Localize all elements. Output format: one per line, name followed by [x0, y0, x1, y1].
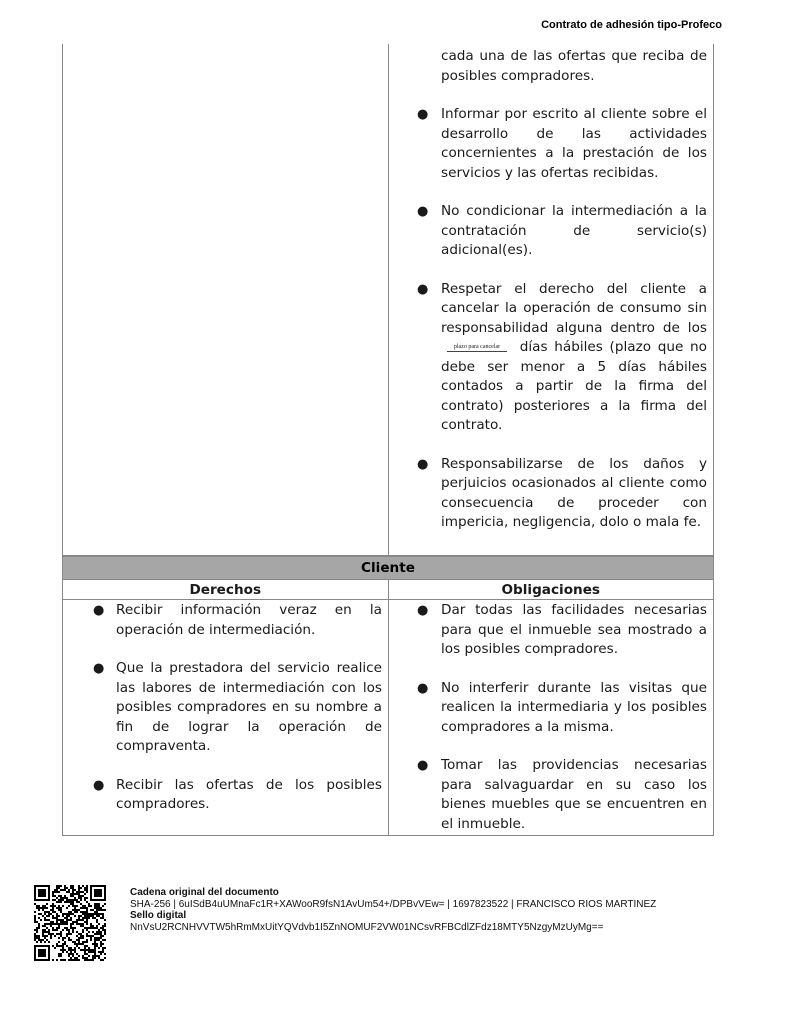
bullet-icon: ●	[417, 107, 429, 122]
cliente-column-headers	[62, 580, 714, 600]
cliente-section-header: Cliente	[62, 556, 714, 580]
bullet-icon: ●	[93, 661, 105, 676]
cliente-table	[62, 600, 714, 836]
cadena-value: SHA-256 | 6uISdB4uUMnaFc1R+XAWooR9fsN1AvUm54+/DPBvVEw= | 1697823522 | FRANCISCO RIOS MARTINEZ	[130, 898, 657, 910]
list-item: ● Responsabilizarse de los daños y perjuicios ocasionados al cliente como consecuencia de proceder con impericia, negligencia, dolo o mala fe.	[417, 455, 707, 530]
list-item: ● Dar todas las facilidades necesarias para que el inmueble sea mostrado a los posibles compradores.	[417, 602, 707, 657]
bullet-icon: ●	[417, 281, 429, 297]
list-item: ● No condicionar la intermediación a la contratación de servicio(s) adicional(es).	[417, 203, 707, 258]
list-item: cada una de las ofertas que reciba de posibles compradores.	[441, 48, 707, 84]
bullet-icon: ●	[417, 456, 429, 472]
bullet-icon: ●	[93, 777, 105, 793]
provider-obligations-column	[389, 44, 713, 555]
derechos-header: Derechos	[63, 580, 389, 599]
cadena-label: Cadena original del documento	[130, 887, 279, 898]
list-item: ● Respetar el derecho del cliente a cancelar la operación de consumo sin responsabilidad alguna dentro de los plazo para cancelar días hábiles (plazo que no debe ser menor a 5 días hábiles contados a partir de la firma del contrato) posteriores a la firma del contrato.	[417, 280, 707, 433]
bullet-icon: ●	[417, 603, 429, 618]
bullet-icon: ●	[417, 204, 429, 219]
list-item: ● Que la prestadora del servicio realice las labores de intermediación con los posibles compradores en su nombre a fin de lograr la operación de compraventa.	[93, 660, 382, 754]
sello-label: Sello digital	[130, 910, 187, 921]
signature-text-block	[130, 887, 770, 933]
document-header-title: Contrato de adhesión tipo-Profeco	[541, 19, 722, 31]
empty-left-column	[63, 44, 389, 555]
cancel-period-blank[interactable]: plazo para cancelar	[447, 343, 507, 352]
list-item: ● Tomar las providencias necesarias para salvaguardar en su caso los bienes muebles que se encuentren en el inmueble.	[417, 757, 707, 832]
bullet-icon: ●	[417, 680, 429, 696]
sello-value: NnVsU2RCNHVVTW5hRmMxUitYQVdvb1I5ZnNOMUF2VW01NCsvRFBCdlZFdz18MTY5NzgyMzUyMg==	[130, 921, 604, 933]
list-item: ● Informar por escrito al cliente sobre el desarrollo de las actividades concernientes a la prestación de los servicios y las ofertas recibidas.	[417, 106, 707, 181]
bullet-icon: ●	[417, 758, 429, 773]
obligaciones-column	[389, 600, 713, 835]
qr-code-icon	[34, 885, 106, 961]
provider-obligations-table	[62, 44, 714, 556]
obligaciones-header: Obligaciones	[501, 582, 601, 598]
list-item: ● Recibir información veraz en la operación de intermediación.	[93, 602, 382, 638]
list-item: ● No interferir durante las visitas que realicen la intermediaria y los posibles compradores a la misma.	[417, 679, 707, 735]
list-item: ● Recibir las ofertas de los posibles compradores.	[93, 776, 382, 812]
derechos-column	[63, 600, 389, 835]
bullet-icon: ●	[93, 603, 105, 618]
